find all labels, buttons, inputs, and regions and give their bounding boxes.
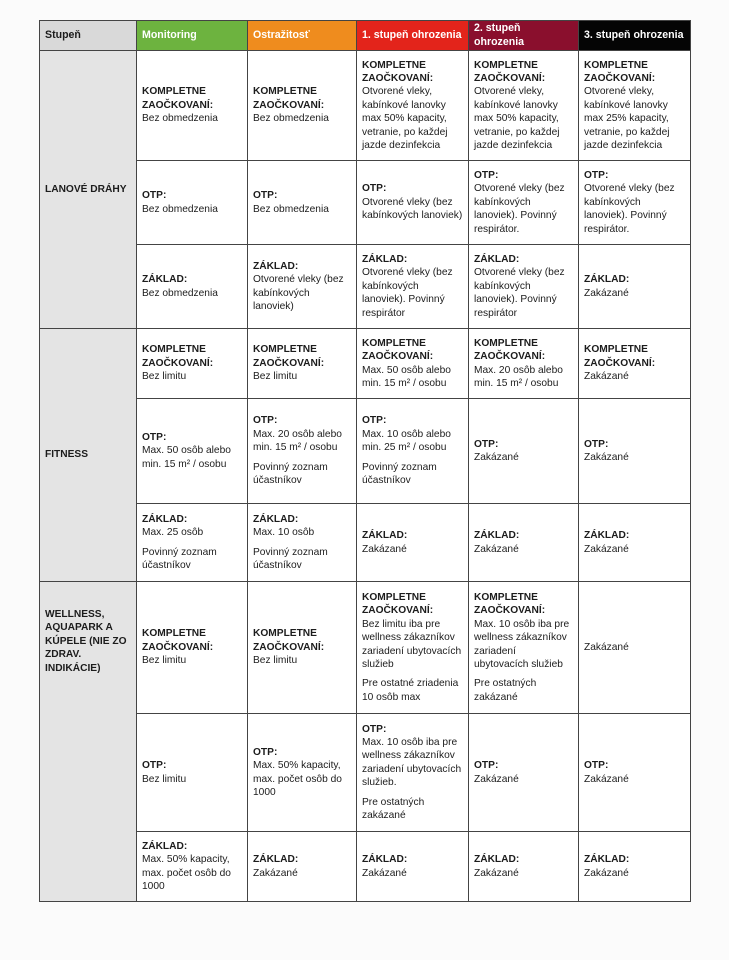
- cell-text: Otvorené vleky, kabínkové lanovky max 50% kapacity, vetranie, po každej jazde dezinfekcia: [474, 86, 560, 152]
- table-row: [40, 582, 691, 714]
- cell-label: KOMPLETNE ZAOČKOVANÍ:: [474, 337, 546, 363]
- cell-text: Otvorené vleky (bez kabínkových lanoviek). Povinný respirátor.: [474, 183, 565, 235]
- cell-note: Pre ostatných zakázané: [474, 678, 537, 703]
- cell-lanove-zaklad-monitoring: [137, 245, 248, 329]
- cell-label: ZÁKLAD:: [142, 840, 188, 852]
- cell-fitness-komplet-s2: [469, 329, 579, 399]
- cell-wellness-komplet-ostrazitost: [248, 582, 357, 714]
- cell-note: Pre ostatné zriadenia 10 osôb max: [362, 678, 459, 703]
- cell-text: Zakázané: [584, 867, 629, 879]
- cell-lanove-komplet-monitoring: [137, 51, 248, 161]
- cell-label: KOMPLETNE ZAOČKOVANÍ:: [142, 86, 214, 111]
- cell-text: Max. 10 osôb iba pre wellness zákazníkov zariadení ubytovacích služieb: [474, 618, 570, 670]
- cell-lanove-komplet-ostrazitost: [248, 51, 357, 161]
- cell-text: Zakázané: [362, 867, 407, 879]
- cell-label: KOMPLETNE ZAOČKOVANÍ:: [362, 59, 434, 84]
- table-row: [40, 329, 691, 399]
- cell-text: Bez obmedzenia: [142, 203, 218, 215]
- cell-text: Zakázané: [362, 543, 407, 555]
- cell-label: ZÁKLAD:: [584, 274, 630, 286]
- cell-label: OTP:: [142, 431, 167, 443]
- cell-wellness-komplet-monitoring: [137, 582, 248, 714]
- cell-label: ZÁKLAD:: [362, 253, 408, 265]
- cell-wellness-zaklad-s3: [579, 832, 691, 902]
- table-row: [40, 504, 691, 582]
- cell-label: ZÁKLAD:: [142, 274, 188, 286]
- cell-text: Bez limitu: [253, 655, 298, 667]
- cell-label: OTP:: [362, 723, 387, 735]
- cell-text: Otvorené vleky (bez kabínkových lanoviek). Povinný respirátor: [474, 267, 565, 319]
- cell-label: OTP:: [584, 438, 609, 450]
- cell-text: Zakázané: [584, 287, 629, 299]
- cell-wellness-otp-s2: [469, 714, 579, 832]
- cell-label: KOMPLETNE ZAOČKOVANÍ:: [142, 628, 214, 653]
- cell-label: ZÁKLAD:: [584, 854, 630, 866]
- cell-wellness-zaklad-ostrazitost: [248, 832, 357, 902]
- cell-text: Max. 50 osôb alebo min. 15 m² / osobu: [362, 364, 451, 389]
- cell-lanove-zaklad-s2: [469, 245, 579, 329]
- cell-label: ZÁKLAD:: [253, 513, 299, 525]
- cell-label: ZÁKLAD:: [474, 253, 520, 265]
- cell-lanove-otp-s3: [579, 161, 691, 245]
- cell-fitness-zaklad-s2: [469, 504, 579, 582]
- cell-wellness-zaklad-monitoring: [137, 832, 248, 902]
- cell-label: KOMPLETNE ZAOČKOVANÍ:: [142, 344, 214, 369]
- table-row: [40, 832, 691, 902]
- table-row: [40, 399, 691, 504]
- cell-lanove-otp-monitoring: [137, 161, 248, 245]
- cell-text: Zakázané: [474, 543, 519, 555]
- cell-text: Otvorené vleky (bez kabínkových lanoviek): [253, 274, 344, 312]
- header-row: [40, 21, 691, 51]
- cell-lanove-zaklad-s3: [579, 245, 691, 329]
- cell-label: KOMPLETNE ZAOČKOVANÍ:: [253, 344, 325, 369]
- cell-label: ZÁKLAD:: [142, 513, 188, 525]
- cell-text: Zakázané: [584, 452, 629, 463]
- header-stupen-3: 3. stupeň ohrozenia: [579, 21, 691, 51]
- cell-label: OTP:: [584, 760, 609, 772]
- cell-lanove-otp-ostrazitost: [248, 161, 357, 245]
- cell-text: Max. 50% kapacity, max. počet osôb do 1000: [142, 854, 231, 892]
- cell-lanove-otp-s2: [469, 161, 579, 245]
- cell-label: ZÁKLAD:: [253, 854, 299, 866]
- header-stupen-2: 2. stupeň ohrozenia: [469, 21, 579, 51]
- cell-wellness-otp-s3: [579, 714, 691, 832]
- cell-fitness-otp-monitoring: [137, 399, 248, 504]
- cell-label: OTP:: [253, 415, 278, 427]
- cell-note: Povinný zoznam účastníkov: [142, 546, 217, 571]
- cell-label: OTP:: [362, 415, 387, 427]
- header-monitoring: Monitoring: [137, 21, 248, 51]
- cell-fitness-zaklad-s1: [357, 504, 469, 582]
- cell-fitness-komplet-monitoring: [137, 329, 248, 399]
- cell-fitness-zaklad-monitoring: [137, 504, 248, 582]
- cell-label: KOMPLETNE ZAOČKOVANÍ:: [253, 628, 325, 653]
- cell-lanove-otp-s1: [357, 161, 469, 245]
- cell-label: OTP:: [362, 183, 387, 195]
- cell-wellness-otp-ostrazitost: [248, 714, 357, 832]
- cell-wellness-komplet-s1: [357, 582, 469, 714]
- cell-label: OTP:: [474, 760, 499, 772]
- cell-label: KOMPLETNE ZAOČKOVANÍ:: [474, 59, 546, 84]
- header-stupen-1: 1. stupeň ohrozenia: [357, 21, 469, 51]
- cell-text: Max. 10 osôb: [253, 527, 315, 539]
- table-row: [40, 161, 691, 245]
- table-row: [40, 51, 691, 161]
- cell-text: Zakázané: [253, 867, 298, 879]
- cell-wellness-zaklad-s1: [357, 832, 469, 902]
- cell-label: KOMPLETNE ZAOČKOVANÍ:: [474, 591, 546, 617]
- category-wellness: WELLNESS, AQUAPARK A KÚPELE (NIE ZO ZDRAV. INDIKÁCIE): [40, 582, 137, 902]
- cell-label: ZÁKLAD:: [362, 854, 408, 866]
- cell-label: OTP:: [253, 190, 278, 202]
- cell-text: Bez obmedzenia: [253, 203, 329, 215]
- cell-label: ZÁKLAD:: [584, 530, 630, 542]
- cell-fitness-komplet-ostrazitost: [248, 329, 357, 399]
- cell-label: OTP:: [474, 438, 499, 450]
- cell-label: OTP:: [474, 169, 499, 181]
- cell-fitness-zaklad-s3: [579, 504, 691, 582]
- cell-fitness-otp-s2: [469, 399, 579, 504]
- cell-lanove-zaklad-s1: [357, 245, 469, 329]
- cell-text: Max. 25 osôb: [142, 527, 204, 539]
- cell-lanove-komplet-s3: [579, 51, 691, 161]
- cell-label: KOMPLETNE ZAOČKOVANÍ:: [362, 591, 434, 617]
- cell-text: Bez obmedzenia: [142, 113, 218, 125]
- cell-label: ZÁKLAD:: [362, 530, 408, 542]
- cell-label: ZÁKLAD:: [474, 854, 520, 866]
- cell-lanove-zaklad-ostrazitost: [248, 245, 357, 329]
- cell-note: Povinný zoznam účastníkov: [253, 461, 328, 487]
- cell-text: Zakázané: [584, 773, 629, 785]
- cell-text: Zakázané: [584, 543, 629, 555]
- table-row: [40, 714, 691, 832]
- cell-wellness-zaklad-s2: [469, 832, 579, 902]
- cell-fitness-otp-s3: [579, 399, 691, 504]
- cell-text: Otvorené vleky, kabínkové lanovky max 25% kapacity, vetranie, po každej jazde dezinfekcia: [584, 86, 670, 152]
- header-stupen: Stupeň: [40, 21, 137, 51]
- cell-fitness-komplet-s1: [357, 329, 469, 399]
- cell-text: Max. 50% kapacity, max. počet osôb do 1000: [253, 760, 342, 798]
- cell-label: KOMPLETNE ZAOČKOVANÍ:: [584, 344, 656, 369]
- cell-text: Zakázané: [584, 371, 629, 383]
- cell-text: Max. 20 osôb alebo min. 15 m² / osobu: [474, 364, 563, 389]
- cell-label: ZÁKLAD:: [253, 260, 299, 272]
- cell-note: Povinný zoznam účastníkov: [362, 461, 437, 487]
- cell-text: Otvorené vleky (bez kabínkových lanoviek). Povinný respirátor: [362, 267, 453, 319]
- cell-note: Pre ostatných zakázané: [362, 796, 425, 822]
- cell-text: Bez obmedzenia: [253, 113, 329, 125]
- cell-fitness-zaklad-ostrazitost: [248, 504, 357, 582]
- cell-text: Zakázané: [474, 773, 519, 785]
- cell-text: Bez limitu: [142, 371, 187, 383]
- cell-text: Otvorené vleky, kabínkové lanovky max 50% kapacity, vetranie, po každej jazde dezinfekcia: [362, 86, 448, 152]
- cell-lanove-komplet-s2: [469, 51, 579, 161]
- cell-text: Max. 20 osôb alebo min. 15 m² / osobu: [253, 428, 342, 454]
- cell-label: OTP:: [142, 190, 167, 202]
- cell-text: Zakázané: [474, 867, 519, 879]
- cell-label: KOMPLETNE ZAOČKOVANÍ:: [362, 337, 434, 363]
- cell-text: Max. 50 osôb alebo min. 15 m² / osobu: [142, 445, 231, 470]
- cell-label: OTP:: [253, 746, 278, 758]
- restrictions-table: [39, 20, 691, 902]
- cell-label: KOMPLETNE ZAOČKOVANÍ:: [584, 59, 656, 84]
- cell-text: Bez limitu: [142, 773, 187, 785]
- cell-label: KOMPLETNE ZAOČKOVANÍ:: [253, 86, 325, 111]
- cell-lanove-komplet-s1: [357, 51, 469, 161]
- cell-label: OTP:: [584, 169, 609, 181]
- table-row: [40, 245, 691, 329]
- cell-label: ZÁKLAD:: [474, 530, 520, 542]
- header-ostrazitost: Ostražitosť: [248, 21, 357, 51]
- cell-wellness-komplet-s3: [579, 582, 691, 714]
- cell-text: Bez limitu iba pre wellness zákazníkov zariadení ubytovacích služieb: [362, 618, 462, 670]
- cell-fitness-komplet-s3: [579, 329, 691, 399]
- cell-text: Bez limitu: [142, 655, 187, 667]
- cell-text: Max. 10 osôb iba pre wellness zákazníkov zariadení ubytovacích služieb.: [362, 736, 462, 789]
- cell-fitness-otp-s1: [357, 399, 469, 504]
- cell-note: Povinný zoznam účastníkov: [253, 546, 328, 571]
- cell-text: Otvorené vleky (bez kabínkových lanoviek). Povinný respirátor.: [584, 183, 675, 235]
- cell-fitness-otp-ostrazitost: [248, 399, 357, 504]
- cell-wellness-otp-s1: [357, 714, 469, 832]
- category-fitness: FITNESS: [40, 329, 137, 582]
- cell-wellness-komplet-s2: [469, 582, 579, 714]
- cell-text: Bez obmedzenia: [142, 287, 218, 299]
- cell-label: OTP:: [142, 760, 167, 772]
- cell-text: Bez limitu: [253, 371, 298, 383]
- cell-wellness-otp-monitoring: [137, 714, 248, 832]
- cell-text: Zakázané: [584, 641, 629, 653]
- category-lanove-drahy: LANOVÉ DRÁHY: [40, 51, 137, 329]
- cell-text: Zakázané: [474, 452, 519, 463]
- cell-text: Otvorené vleky (bez kabínkových lanoviek): [362, 196, 463, 222]
- cell-text: Max. 10 osôb alebo min. 25 m² / osobu: [362, 428, 451, 454]
